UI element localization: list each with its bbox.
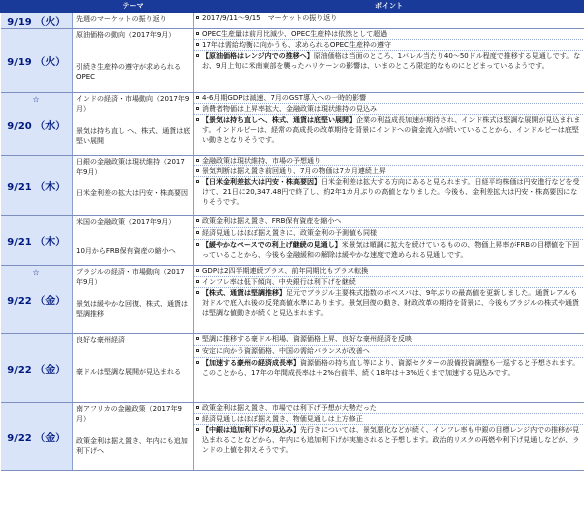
theme-title-link[interactable]: 良好な豪州経済 [76, 336, 125, 344]
row-points-cell [194, 93, 584, 156]
point-text: 17年は需給均衡に向かうも、求められるOPEC生産枠の遵守 [202, 41, 391, 49]
theme-title-link[interactable]: 先週のマーケットの振り返り [76, 15, 167, 23]
point-heading: 【加速する豪州の経済成長率】 [202, 359, 300, 367]
table-header-row [1, 1, 584, 13]
row-date: 9/22 （金） [7, 296, 66, 307]
point-item [194, 104, 584, 115]
point-text: 日米金利差は拡大する方向にあると見られます。日経平均株価は円安進行などを受けて、21日に20,347.48円で終了し、約2年1カ月ぶりの高値となりました。今後も、金利差拡大は円安・株高要因になりそうです。 [202, 178, 580, 206]
point-item [194, 346, 584, 358]
point-text: 経済見通しはほぼ据え置き、物価見通しは上方修正 [202, 415, 363, 423]
row-date-cell [1, 403, 73, 471]
theme-subtitle: 政策金利は据え置き、年内にも追加利下げへ [76, 437, 188, 455]
point-text: 消費者物価は上昇率拡大、金融政策は現状維持の見込み [202, 105, 377, 113]
header-theme: テーマ [73, 1, 194, 13]
row-theme-cell[interactable] [73, 334, 194, 403]
row-date: 9/19 （火） [7, 17, 66, 28]
point-text: 4-6月期GDPは減速、7月のGST導入への一時的影響 [202, 94, 367, 102]
row-points-cell [194, 266, 584, 334]
star-icon: ☆ [32, 268, 40, 277]
row-points-cell [194, 216, 584, 266]
row-date: 9/22 （金） [7, 364, 66, 376]
row-points-cell [194, 334, 584, 403]
point-text: 経済見通しはほぼ据え置きに、政策金利の予測値も同様 [202, 229, 377, 237]
header-point: ポイント [194, 1, 584, 13]
point-text: 資源価格の持ち直し等により、資源セクターの設備投資調整も一巡すると予想されます。このことから、17年の年間成長率は＋2%台前半、続く18年は＋3%近くまで加速する見込みです。 [202, 359, 580, 377]
table-row [1, 156, 584, 216]
row-date: 9/21 （木） [7, 237, 66, 248]
row-points-cell [194, 156, 584, 216]
point-text: 原油価格は当面のところ、1バレル当たり40～50ドル程度で推移する見通しです。なお、9月上旬に米南東部を襲ったハリケーンの影響は、いまのところ限定的なものにとどまっているようです。 [202, 52, 581, 70]
table-row [1, 93, 584, 156]
theme-subtitle: 10月からFRB保有資産の縮小へ [76, 247, 176, 255]
point-item [194, 228, 584, 240]
point-text: 安定に向かう資源価格、中国の需給バランスが改善へ [202, 347, 370, 355]
point-item [194, 414, 584, 425]
row-theme-cell[interactable] [73, 266, 194, 334]
theme-title-link[interactable]: 日銀の金融政策は現状維持（2017年9月） [76, 158, 185, 176]
point-heading: 【景気は持ち直しへ、株式、通貨は底堅い展開】 [202, 116, 356, 124]
point-text: 堅調に推移する豪ドル相場、資源価格上昇、良好な豪州経済を反映 [202, 335, 412, 343]
point-item [194, 334, 584, 346]
point-text: 企業の利益成長加速が期待され、インド株式は堅調な展開が見込まれます。インドルピーは、経常の高成長の改革期待を背景にインドへの資金流入が続いていることから、インドルピーは底堅い動きとなりそうです。 [202, 116, 581, 144]
table-row [1, 13, 584, 29]
point-text: 政策金利は据え置き、FRB保有資産を縮小へ [202, 217, 342, 225]
table-row [1, 266, 584, 334]
point-text: 先行きについては、景気悪化などが続く、インフレ率も中銀の目標レンジ内での推移が見込まれることなどから、年内にも追加利下げが実施されると予想します。政治的リスクの再燃や利下げ見通しなどが、ランドの上値を抑えそうです。 [202, 426, 580, 454]
theme-subtitle: 日米金利差の拡大は円安・株高要因 [76, 189, 188, 197]
point-text: インフレ率は低下傾向、中央銀行は利下げを継続 [202, 278, 356, 286]
row-date-cell [1, 29, 73, 93]
theme-title-link[interactable]: 南アフリカの金融政策（2017年9月） [76, 405, 182, 423]
point-text: 政策金利は据え置き、市場では利下げ予想が大勢だった [202, 404, 377, 412]
point-item [194, 51, 584, 92]
row-date-cell [1, 13, 73, 29]
point-text: GDPは2四半期連続プラス、前年同期比もプラス転換 [202, 267, 369, 275]
row-theme-cell[interactable] [73, 93, 194, 156]
row-date-cell [1, 93, 73, 156]
point-item [194, 403, 584, 414]
theme-title-link[interactable]: ブラジルの経済・市場動向（2017年9月） [76, 268, 185, 286]
point-text: 景気判断は据え置き前回通り、7月の物価は7カ月連続上昇 [202, 167, 386, 175]
table-row [1, 216, 584, 266]
row-date-cell [1, 216, 73, 266]
theme-subtitle: 豪ドルは堅調な展開が見込まれる [76, 368, 181, 376]
point-item [194, 277, 584, 288]
theme-subtitle: 景気は持ち直し へ、株式、通貨は底堅い展開 [76, 127, 191, 145]
point-text: 2017/9/11～9/15 マーケットの振り返り [202, 14, 338, 22]
point-item [194, 216, 584, 228]
point-item [194, 425, 584, 470]
point-heading: 【株式、通貨は堅調推移】 [202, 289, 286, 297]
point-item [194, 13, 584, 27]
point-item [194, 166, 584, 177]
point-item [194, 240, 584, 265]
table-body [1, 13, 584, 471]
row-theme-cell[interactable] [73, 403, 194, 471]
row-theme-cell[interactable] [73, 216, 194, 266]
theme-subtitle: 景気は緩やかな回復、株式、通貨は堅調推移 [76, 300, 188, 318]
point-text: OPEC生産量は前月比減少、OPEC生産枠は依然として超過 [202, 30, 388, 38]
table-row [1, 29, 584, 93]
table-row [1, 403, 584, 471]
row-date-cell [1, 334, 73, 403]
theme-title-link[interactable]: インドの経済・市場動向（2017年9月） [76, 95, 190, 113]
row-date-cell [1, 266, 73, 334]
row-date-cell [1, 156, 73, 216]
point-heading: 【中銀は追加利下げの見込み】 [202, 426, 300, 434]
row-points-cell [194, 13, 584, 29]
point-text: 金融政策は現状維持、市場の予想通り [202, 157, 321, 165]
point-item [194, 29, 584, 40]
point-item [194, 358, 584, 402]
theme-title-link[interactable]: 原油価格の動向（2017年9月） [76, 31, 176, 39]
point-text: 足元でブラジル主要株式指数のボベスパは、9年ぶりの最高値を更新しました。通貨レアルも対ドルで底入れ後の反発高値水準にあります。景気回復の動き、財政改革の期待を背景に、今後もブラジルの株式や通貨は堅調な値動きが続くと見込まれます。 [202, 289, 579, 317]
row-points-cell [194, 403, 584, 471]
point-item [194, 177, 584, 215]
row-points-cell [194, 29, 584, 93]
theme-title-link[interactable]: 米国の金融政策（2017年9月） [76, 218, 176, 226]
point-heading: 【緩やかなペースでの利上げ継続の見通し】 [202, 241, 342, 249]
row-date: 9/22 （金） [7, 433, 66, 444]
row-theme-cell[interactable] [73, 29, 194, 93]
theme-subtitle: 引続き生産枠の遵守が求められるOPEC [76, 63, 181, 81]
point-item [194, 93, 584, 104]
point-heading: 【日米金利差拡大は円安・株高要因】 [202, 178, 321, 186]
point-item [194, 115, 584, 155]
row-date: 9/19 （火） [7, 57, 66, 68]
point-item [194, 266, 584, 277]
point-item [194, 288, 584, 333]
row-theme-cell[interactable] [73, 13, 194, 29]
row-date: 9/21 （木） [7, 182, 66, 193]
row-date: 9/20 （水） [7, 120, 66, 132]
header-date [1, 1, 73, 13]
table-row [1, 334, 584, 403]
row-theme-cell[interactable] [73, 156, 194, 216]
point-item [194, 40, 584, 51]
point-item [194, 156, 584, 166]
point-heading: 【原油価格はレンジ内での推移へ】 [202, 52, 314, 60]
star-icon: ☆ [32, 95, 40, 104]
point-text: 米景気は順調に拡大を続けているものの、物価上昇率がFRBの目標値を下回っていることから、今後も金融緩和の解除は緩やかな速度で進められる見通しです。 [202, 241, 580, 259]
